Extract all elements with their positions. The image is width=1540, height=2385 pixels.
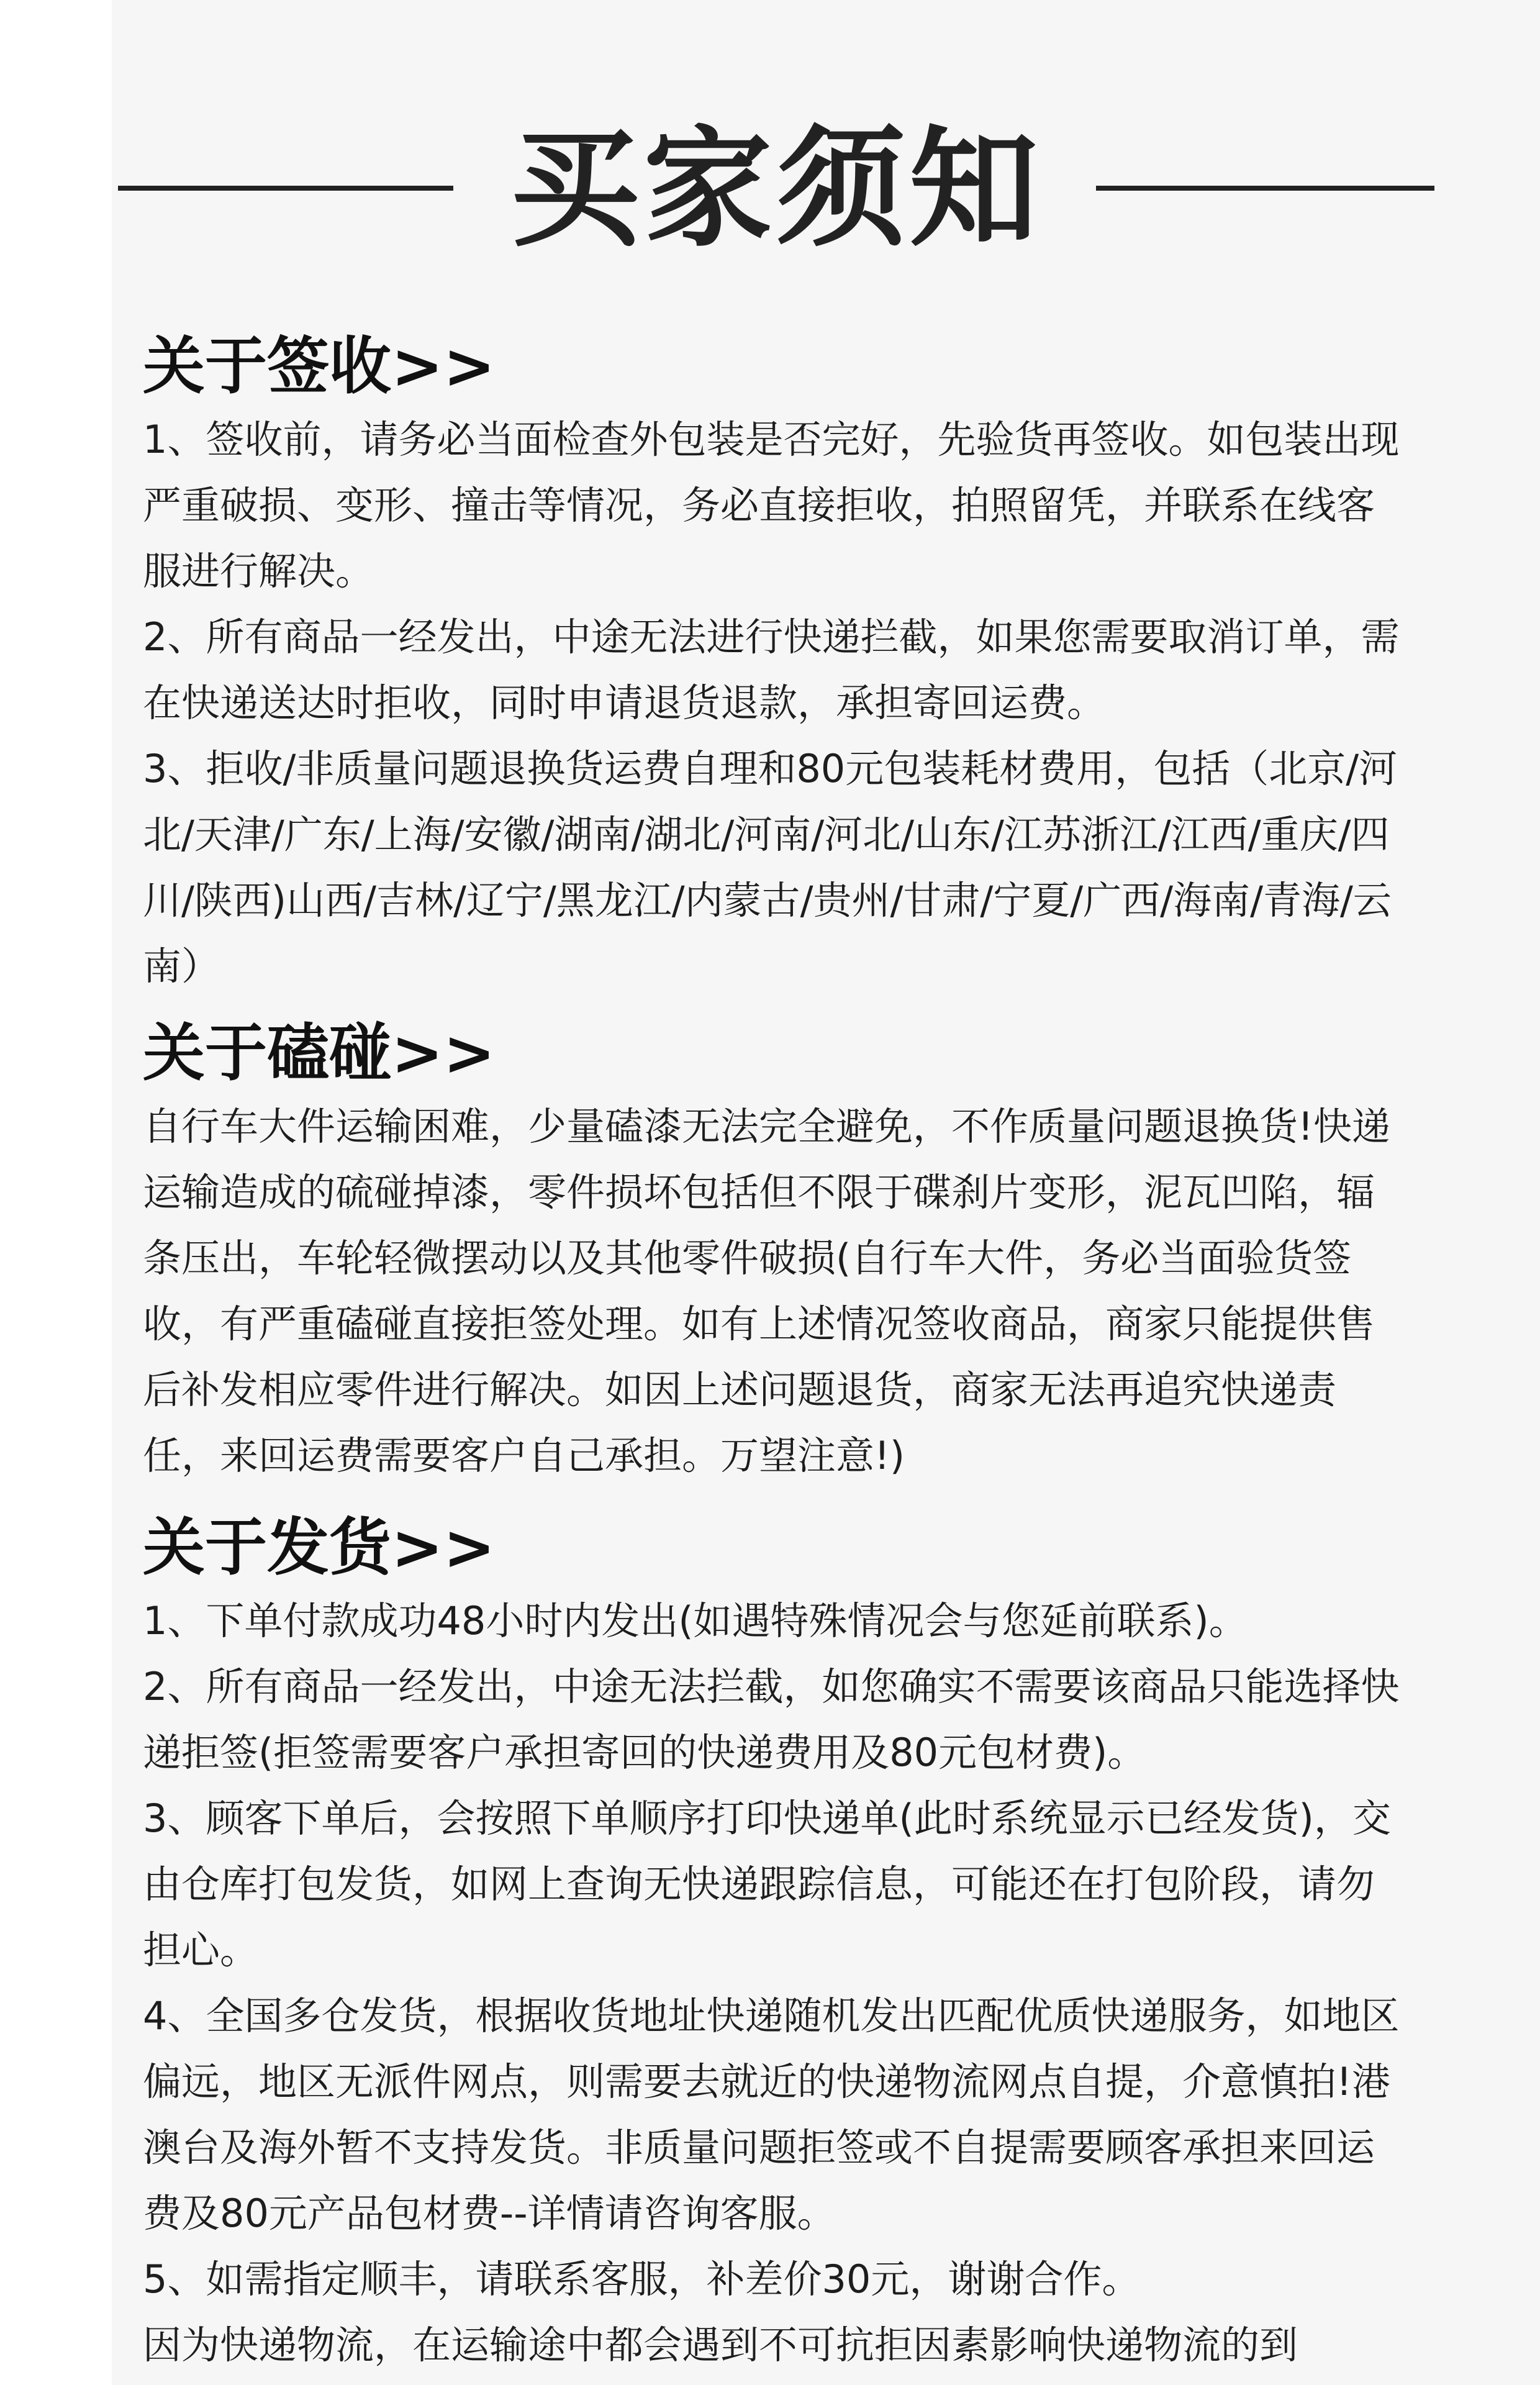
section-paragraph: 1、签收前，请务必当面检查外包装是否完好，先验货再签收。如包装出现严重破损、变形、撞击等情况，务必直接拒收，拍照留凭，并联系在线客服进行解决。 [143,417,1400,594]
section-paragraph: 自行车大件运输困难，少量磕漆无法完全避免，不作质量问题退换货!快递运输造成的硫碰掉漆，零件损坏包括但不限于碟刹片变形，泥瓦凹陷，辐条压出，车轮轻微摆动以及其他零件破损(自行车大件，务必当面验货签收，有严重磕碰直接拒签处理。如有上述情况签收商品，商家只能提供售后补发相应零件进行解决。如因上述问题退货，商家无法再追究快递责任，来回运费需要客户自己承担。万望注意!) [143,1104,1390,1478]
section-receipt [143,326,1410,999]
section-paragraph: 2、所有商品一经发出，中途无法拦截，如您确实不需要该商品只能选择快递拒签(拒签需要客户承担寄回的快递费用及80元包材费)。 [143,1664,1400,1775]
section-paragraph: 因为快递物流，在运输途中都会遇到不可抗拒因素影响快递物流的到 [143,2322,1298,2368]
section-heading: 关于签收>> [143,330,496,402]
section-paragraph: 4、全国多仓发货，根据收货地址快递随机发出匹配优质快递服务，如地区偏远，地区无派件网点，则需要去就近的快递物流网点自提，介意慎拍!港澳台及海外暂不支持发货。非质量问题拒签或不自提需要顾客承担来回运费及80元产品包材费--详情请咨询客服。 [143,1993,1400,2236]
section-damage [143,1013,1410,1489]
section-paragraph: 2、所有商品一经发出，中途无法进行快递拦截，如果您需要取消订单，需在快递送达时拒收，同时申请退货退款，承担寄回运费。 [143,614,1400,725]
notice-content [143,326,1410,2378]
section-heading: 关于发货>> [143,1511,496,1584]
notice-panel [112,0,1540,2385]
section-shipping [143,1507,1410,2378]
section-paragraph: 3、顾客下单后，会按照下单顺序打印快递单(此时系统显示已经发货)，交由仓库打包发货，如网上查询无快递跟踪信息，可能还在打包阶段，请勿担心。 [143,1796,1391,1973]
title-divider-left [118,186,453,191]
section-paragraph: 1、下单付款成功48小时内发出(如遇特殊情况会与您延前联系)。 [143,1598,1248,1643]
section-paragraph: 3、拒收/非质量问题退换货运费自理和80元包装耗材费用，包括（北京/河北/天津/广东/上海/安徽/湖南/湖北/河南/河北/山东/江苏浙江/江西/重庆/四川/陕西)山西/吉林/辽宁/黑龙江/内蒙古/贵州/甘肃/宁夏/广西/海南/青海/云南） [143,746,1398,989]
title-row [118,114,1434,265]
page-title: 买家须知 [510,114,1042,265]
section-paragraph: 5、如需指定顺丰，请联系客服，补差价30元，谢谢合作。 [143,2256,1141,2302]
title-divider-right [1096,186,1434,191]
section-heading: 关于磕碰>> [143,1017,496,1089]
